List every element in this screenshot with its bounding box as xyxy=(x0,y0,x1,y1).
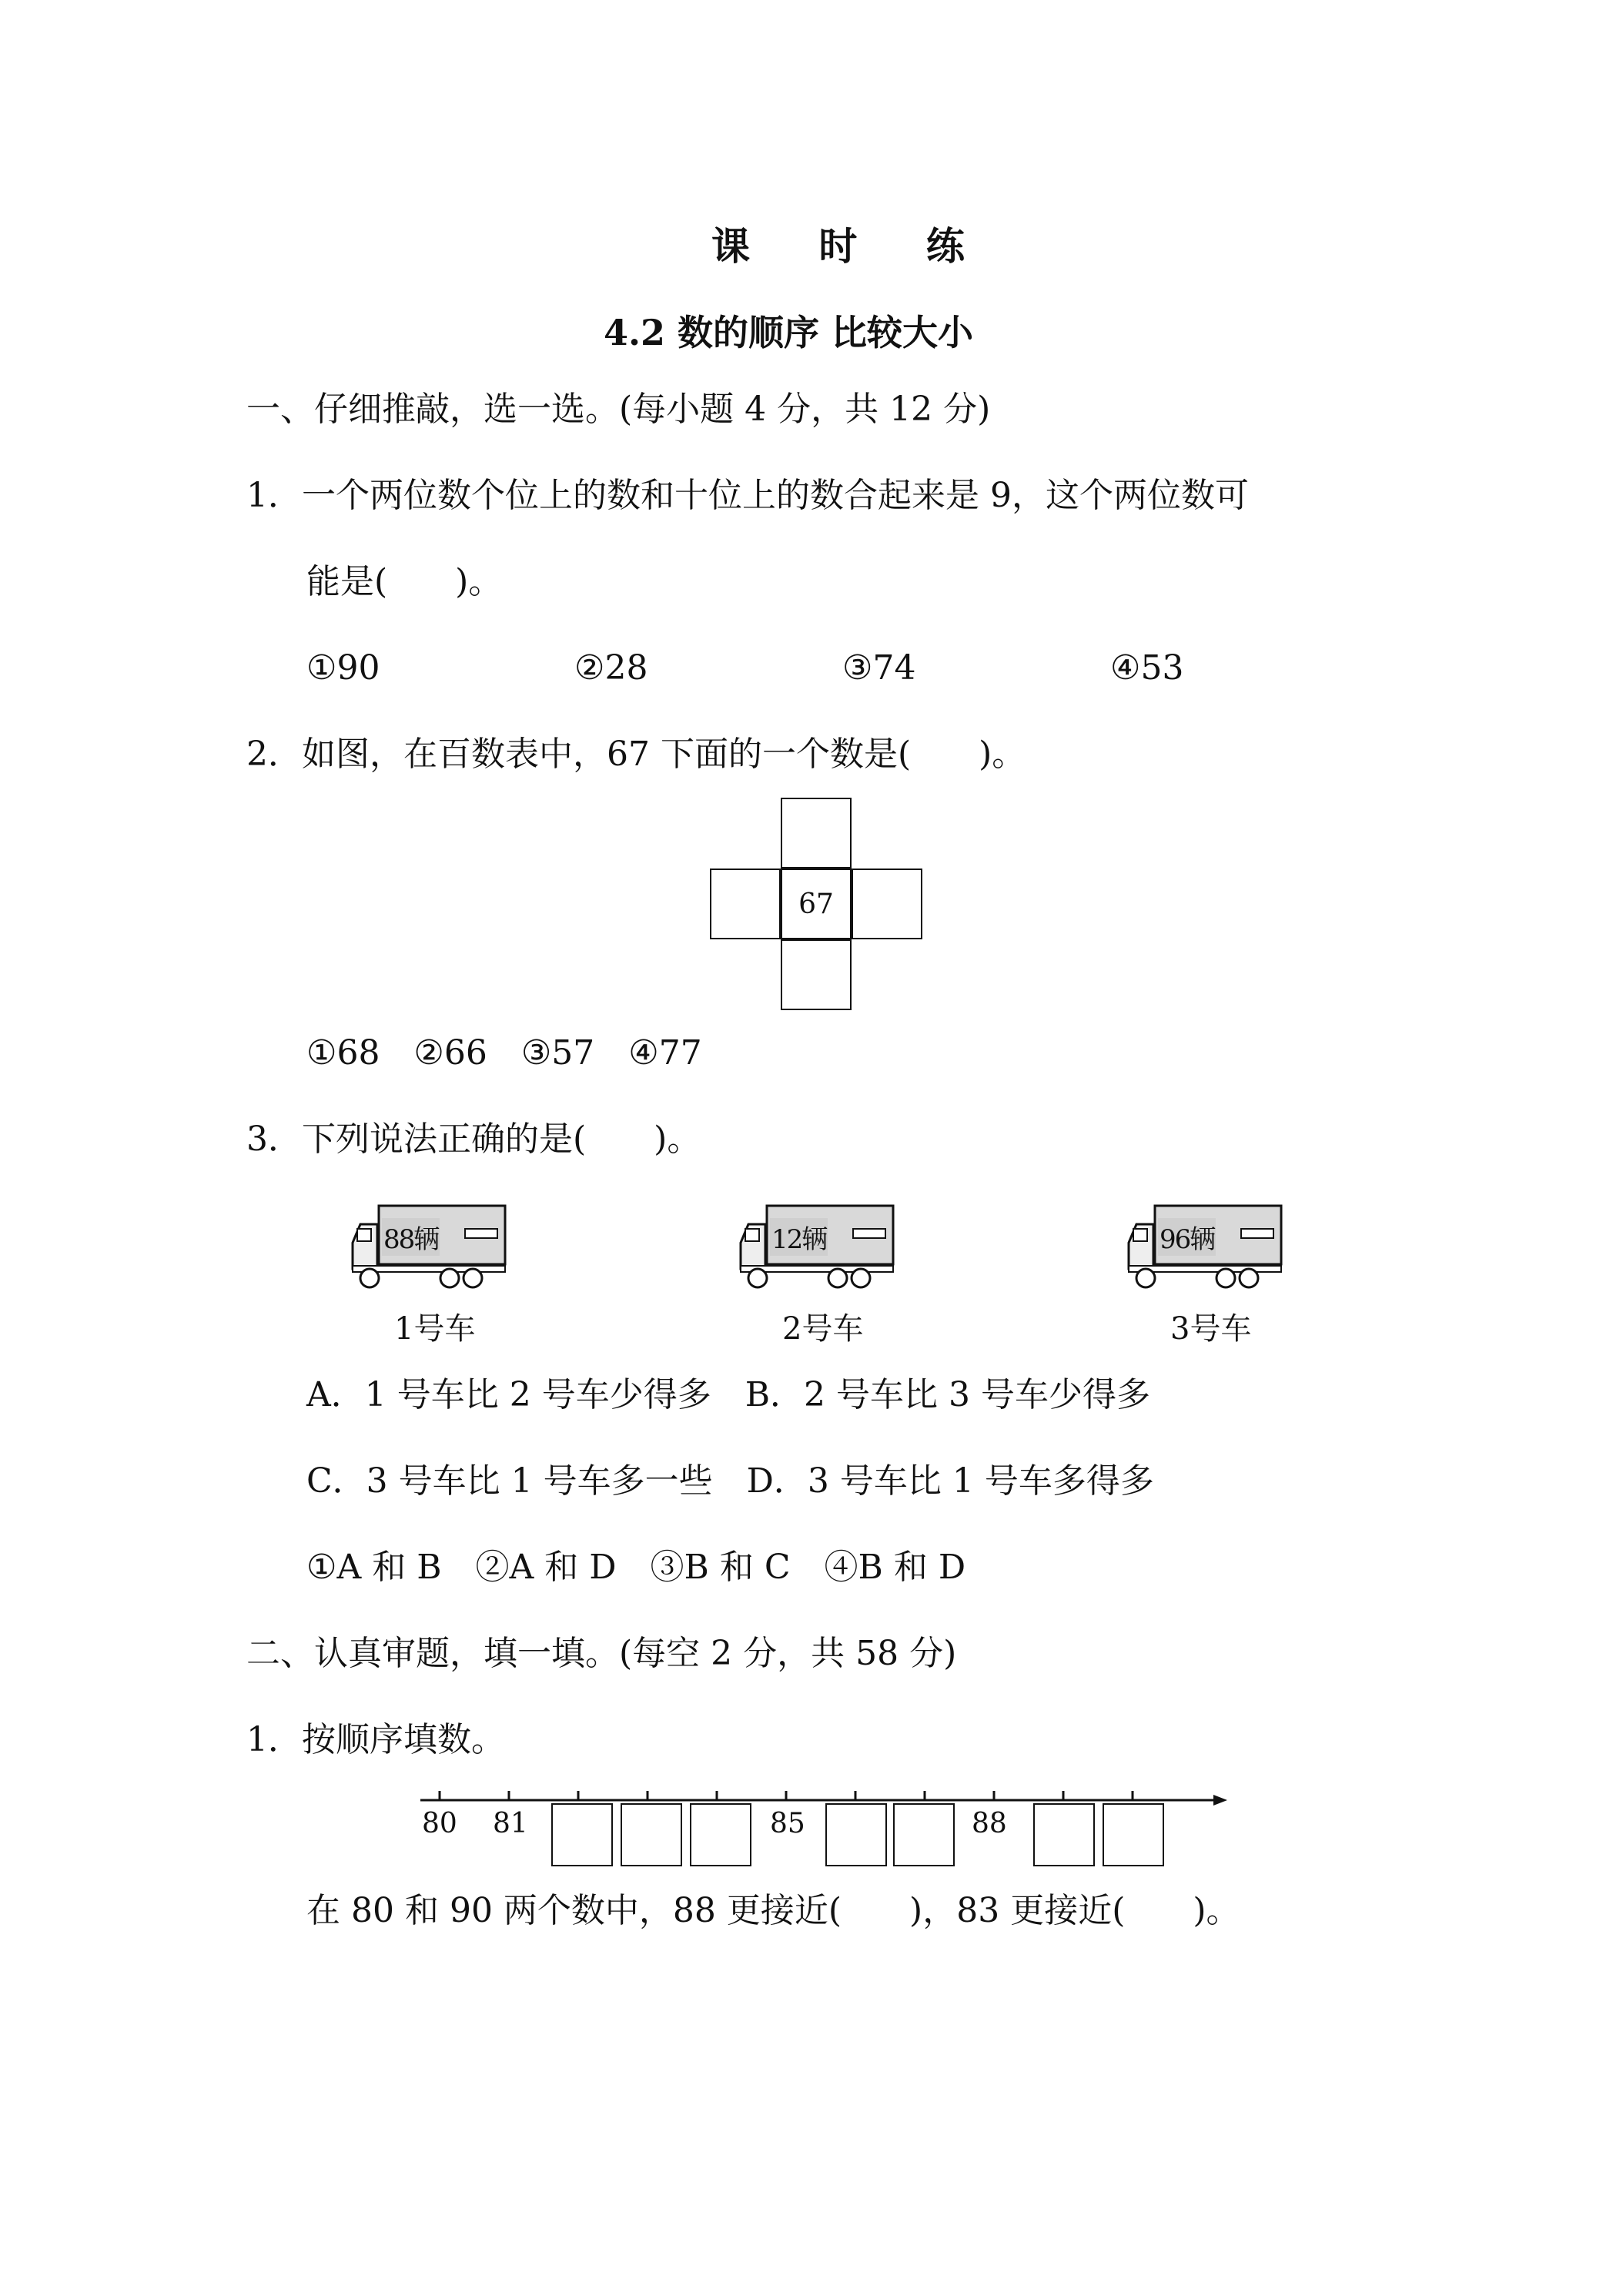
q1-line1: 1．一个两位数个位上的数和十位上的数合起来是 9，这个两位数可 xyxy=(246,476,1249,515)
page-title: 课 时 练 xyxy=(711,223,992,269)
q3-text: 3．下列说法正确的是( )。 xyxy=(246,1120,701,1159)
q1-option-1: ①90 xyxy=(306,648,380,688)
number-line-blank-90[interactable] xyxy=(1103,1803,1164,1866)
cross-cell-bottom xyxy=(781,939,852,1010)
section2-heading: 二、认真审题，填一填。(每空 2 分，共 58 分) xyxy=(246,1634,957,1673)
number-line-label-81: 81 xyxy=(493,1808,528,1839)
number-line-label-88: 88 xyxy=(972,1808,1007,1839)
cross-cell-right xyxy=(852,869,922,939)
q3-statements-row2: C．3 号车比 1 号车多一些 D．3 号车比 1 号车多得多 xyxy=(306,1461,1154,1501)
truck-2-load: 12辆 xyxy=(770,1218,828,1256)
truck-3-load: 96辆 xyxy=(1158,1218,1216,1256)
truck-2 xyxy=(738,1201,896,1290)
cross-cell-left xyxy=(710,869,781,939)
number-line-label-80: 80 xyxy=(422,1808,457,1839)
truck-3-label: 3号车 xyxy=(1170,1311,1252,1347)
cross-cell-top xyxy=(781,798,852,869)
truck-1-load: 88辆 xyxy=(382,1218,440,1256)
number-line-blank-82[interactable] xyxy=(551,1803,613,1866)
s2-q1-follow-up: 在 80 和 90 两个数中，88 更接近( )，83 更接近( )。 xyxy=(306,1891,1240,1930)
truck-1 xyxy=(350,1201,508,1290)
number-line-label-85: 85 xyxy=(770,1808,805,1839)
truck-3 xyxy=(1126,1201,1284,1290)
q1-option-3: ③74 xyxy=(842,648,916,688)
q1-option-4: ④53 xyxy=(1110,648,1184,688)
number-line-blank-84[interactable] xyxy=(690,1803,751,1866)
number-line-blank-89[interactable] xyxy=(1033,1803,1095,1866)
cross-cell-center: 67 xyxy=(781,869,852,939)
page-subtitle: 4.2 数的顺序 比较大小 xyxy=(604,312,974,353)
number-line-blank-87[interactable] xyxy=(893,1803,955,1866)
number-line-blank-83[interactable] xyxy=(621,1803,682,1866)
truck-1-label: 1号车 xyxy=(394,1311,476,1347)
q1-line2: 能是( )。 xyxy=(306,562,503,601)
q1-option-2: ②28 xyxy=(574,648,648,688)
section1-heading: 一、仔细推敲，选一选。(每小题 4 分，共 12 分) xyxy=(246,390,991,429)
s2-q1-text: 1．按顺序填数。 xyxy=(246,1720,505,1759)
truck-2-label: 2号车 xyxy=(782,1311,864,1347)
q2-text: 2．如图，在百数表中，67 下面的一个数是( )。 xyxy=(246,735,1026,774)
q3-options: ①A 和 B ②A 和 D ③B 和 C ④B 和 D xyxy=(306,1548,966,1587)
q2-options: ①68 ②66 ③57 ④77 xyxy=(306,1033,702,1073)
number-line-blank-86[interactable] xyxy=(825,1803,887,1866)
q3-statements-row1: A．1 号车比 2 号车少得多 B．2 号车比 3 号车少得多 xyxy=(306,1375,1151,1414)
